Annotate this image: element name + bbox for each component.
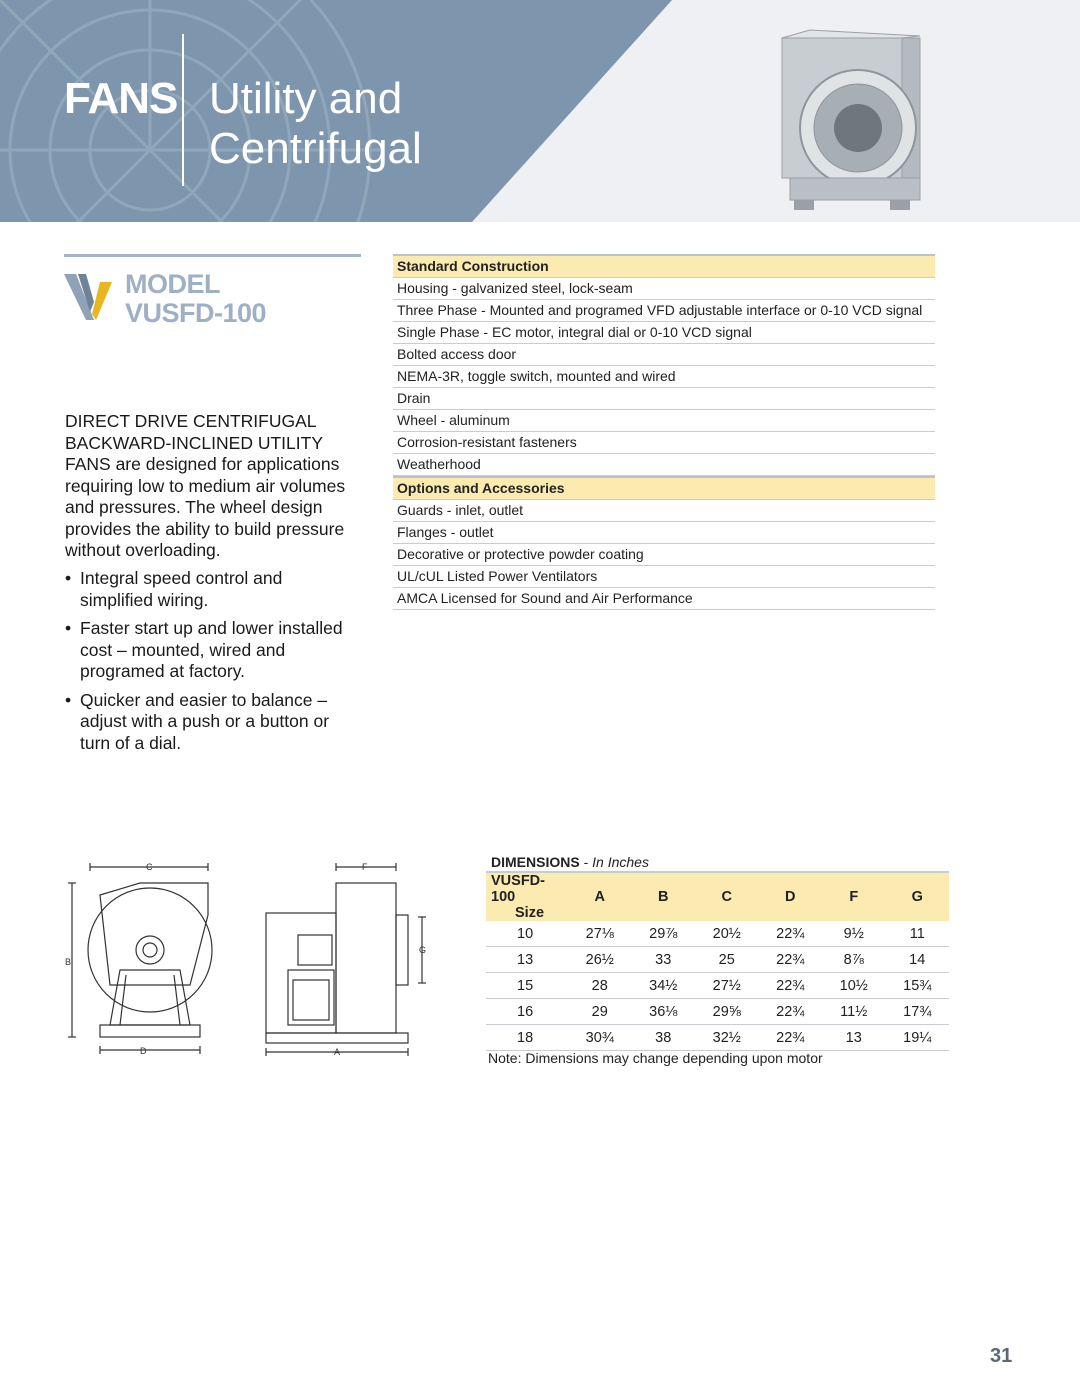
dimensions-note: Note: Dimensions may change depending upon motor (488, 1050, 823, 1066)
dim-label-d: D (140, 1046, 147, 1056)
table-cell: 26½ (568, 947, 632, 973)
table-cell: 20½ (695, 921, 759, 947)
table-row (486, 1025, 949, 1051)
spec-section-options: Options and Accessories (393, 476, 935, 500)
product-description (65, 411, 357, 562)
size-header (486, 872, 568, 921)
spec-row: Housing - galvanized steel, lock-seam (393, 278, 935, 300)
table-cell: 10½ (822, 973, 886, 999)
table-cell: 16 (486, 999, 568, 1025)
table-cell: 22¾ (759, 999, 823, 1025)
spec-row: UL/cUL Listed Power Ventilators (393, 566, 935, 588)
table-row (486, 973, 949, 999)
column-header-b: B (632, 872, 696, 921)
page-number: 31 (990, 1345, 1013, 1367)
table-cell: 8⅞ (822, 947, 886, 973)
brand-logo-icon (64, 272, 114, 322)
table-row (486, 921, 949, 947)
table-cell: 34½ (632, 973, 696, 999)
table-cell: 11 (886, 921, 950, 947)
dimension-drawings (60, 855, 440, 1070)
table-cell: 32½ (695, 1025, 759, 1051)
spec-row: Three Phase - Mounted and programed VFD adjustable interface or 0-10 VCD signal (393, 300, 935, 322)
table-cell: 29⅝ (695, 999, 759, 1025)
table-cell: 22¾ (759, 973, 823, 999)
bullet-icon: • (65, 689, 72, 710)
table-cell: 27⅛ (568, 921, 632, 947)
table-cell: 11½ (822, 999, 886, 1025)
table-cell: 18 (486, 1025, 568, 1051)
feature-text: Quicker and easier to balance – adjust with a push or a button or turn of a dial. (80, 689, 330, 753)
table-cell: 22¾ (759, 1025, 823, 1051)
spec-row: AMCA Licensed for Sound and Air Performance (393, 588, 935, 610)
table-cell: 13 (822, 1025, 886, 1051)
table-cell: 22¾ (759, 947, 823, 973)
spec-row: Decorative or protective powder coating (393, 544, 935, 566)
column-header-f: F (822, 872, 886, 921)
dim-label-a: A (334, 1047, 341, 1057)
spec-row: Guards - inlet, outlet (393, 500, 935, 522)
spec-table (393, 254, 935, 610)
bullet-icon: • (65, 568, 72, 588)
table-cell: 30¾ (568, 1025, 632, 1051)
fan-product-photo (770, 28, 930, 216)
table-cell: 33 (632, 947, 696, 973)
table-cell: 17¾ (886, 999, 950, 1025)
dimensions-title: DIMENSIONS - In Inches (491, 854, 649, 870)
table-cell: 29⅞ (632, 921, 696, 947)
page-title-line-1: Utility and (209, 74, 403, 123)
table-row (486, 947, 949, 973)
spec-row: Flanges - outlet (393, 522, 935, 544)
model-name (125, 270, 266, 328)
side-view-drawing (266, 863, 426, 1056)
spec-row: NEMA-3R, toggle switch, mounted and wired (393, 366, 935, 388)
description-text: DIRECT DRIVE CENTRIFUGAL BACKWARD-INCLINED UTILITY FANS are designed for applications requiring low to medium air volumes and pressures. The wheel design provides the ability to build pressure without overloading. (65, 411, 346, 560)
table-cell: 25 (695, 947, 759, 973)
table-cell: 15¾ (886, 973, 950, 999)
model-label: MODEL (125, 269, 220, 299)
title-divider (182, 34, 184, 186)
feature-list (65, 568, 357, 761)
spec-row: Drain (393, 388, 935, 410)
feature-item (65, 568, 357, 611)
bullet-icon: • (65, 618, 72, 638)
table-cell: 10 (486, 921, 568, 947)
table-cell: 38 (632, 1025, 696, 1051)
table-cell: 15 (486, 973, 568, 999)
feature-text: Integral speed control and simplified wiring. (80, 568, 283, 610)
column-header-c: C (695, 872, 759, 921)
table-cell: 13 (486, 947, 568, 973)
table-cell: 29 (568, 999, 632, 1025)
table-cell: 28 (568, 973, 632, 999)
table-cell: 19¼ (886, 1025, 950, 1051)
dimensions-header-row (486, 872, 949, 921)
front-view-drawing (68, 863, 212, 1054)
spec-row: Wheel - aluminum (393, 410, 935, 432)
feature-text: Faster start up and lower installed cost – mounted, wired and programed at factory. (80, 618, 343, 681)
dim-label-b: B (65, 957, 72, 967)
dim-label-g: G (419, 945, 427, 955)
table-row (486, 999, 949, 1025)
spec-section-standard: Standard Construction (393, 254, 935, 278)
dim-label-f: F (362, 862, 368, 872)
table-cell: 9½ (822, 921, 886, 947)
feature-item (65, 690, 357, 755)
dimensions-title-text: DIMENSIONS (491, 854, 580, 870)
dimensions-table (486, 871, 949, 1051)
dim-label-c: C (146, 862, 153, 872)
spec-row: Bolted access door (393, 344, 935, 366)
page-title (209, 74, 422, 174)
column-header-a: A (568, 872, 632, 921)
table-cell: 27½ (695, 973, 759, 999)
table-cell: 22¾ (759, 921, 823, 947)
spec-row: Single Phase - EC motor, integral dial or 0-10 VCD signal (393, 322, 935, 344)
column-header-g: G (886, 872, 950, 921)
size-header-size: Size (515, 905, 545, 921)
header-banner (0, 0, 1080, 222)
section-brand: FANS (64, 74, 178, 123)
spec-row: Weatherhood (393, 454, 935, 476)
column-header-d: D (759, 872, 823, 921)
dimensions-unit: In Inches (592, 854, 649, 870)
model-rule (64, 254, 361, 257)
table-cell: 36⅛ (632, 999, 696, 1025)
spec-row: Corrosion-resistant fasteners (393, 432, 935, 454)
feature-item (65, 618, 357, 683)
model-number: VUSFD-100 (125, 298, 267, 328)
size-header-model: VUSFD-100 (491, 873, 545, 905)
page-title-line-2: Centrifugal (209, 124, 422, 173)
table-cell: 14 (886, 947, 950, 973)
